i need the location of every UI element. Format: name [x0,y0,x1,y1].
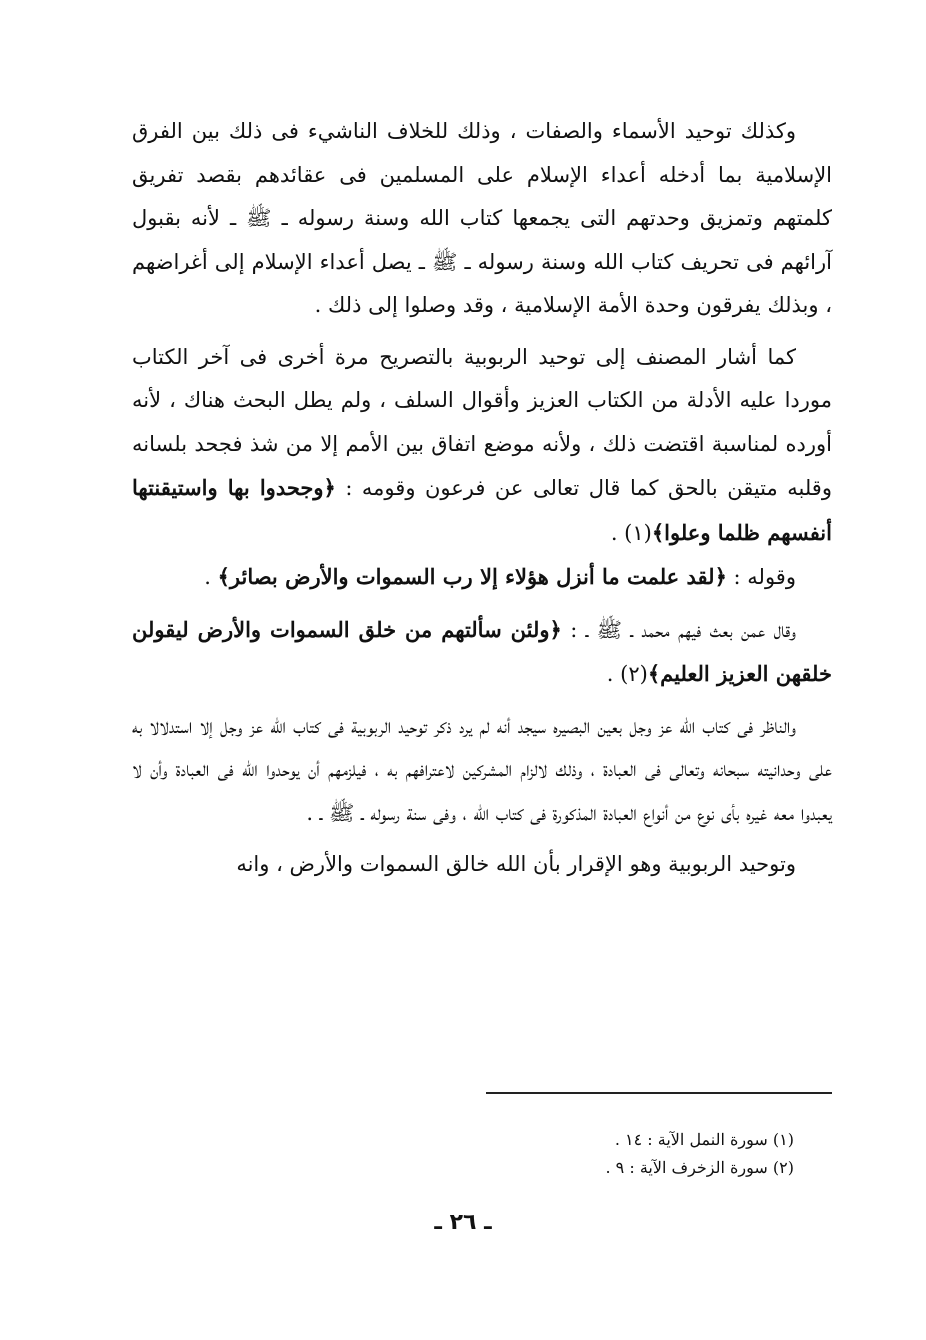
footnote-2: (٢) سورة الزخرف الآية : ٩ . [605,1158,794,1177]
quran-verse: ﴿لقد علمت ما أنزل هؤلاء إلا رب السموات والأرض بصائر﴾ [217,564,727,589]
paragraph-end: . [204,565,218,589]
paragraph-text: وتوحيد الربوبية وهو الإقرار بأن الله خالق السموات والأرض ، وانه [236,852,796,876]
quran-verse: ﴿ولئن سألتهم من خلق السموات والأرض ليقولن خلقهن العزيز العليم﴾ [132,616,832,686]
paragraph-nazir [132,705,832,836]
footnote-divider [486,1092,832,1094]
footnote-ref: (١) . [610,520,652,545]
paragraph-text: كما أشار المصنف إلى توحيد الربوبية بالتصريح مرة أخرى فى آخر الكتاب موردا عليه الأدلة من الكتاب العزيز وأقوال السلف ، ولم يطل البحث هناك ، لأنه أورده لمناسبة اقتضت ذلك ، ولأنه موضع اتفاق بين الأمم إلا من شذ فجحد بلسانه وقلبه متيقن بالحق كما قال تعالى عن فرعون وقومه : [132,344,832,500]
quran-verse: ﴿وجحدوا بها واستيقنتها أنفسهم ظلما وعلوا﴾ [132,475,832,545]
paragraph-qawluhu [132,555,832,600]
footnote-1: (١) سورة النمل الآية : ١٤ . [614,1130,794,1149]
footnote-ref: (٢) . [606,662,648,686]
paragraph-text: وقال عمن بعث فيهم محمد ـ ﷺ ـ : [561,617,796,642]
paragraph-text: وقوله : [726,565,796,589]
main-text [132,110,832,887]
paragraph-text: وكذلك توحيد الأسماء والصفات ، وذلك للخلاف الناشيء فى ذلك بين الفرق الإسلامية بما أدخله أعداء الإسلام على المسلمين فى عقائدهم بقصد تفريق كلمتهم وتمزيق وحدتهم التى يجمعها كتاب الله وسنة رسوله ـ ﷺ ـ لأنه بقبول آرائهم فى تحريف كتاب الله وسنة رسوله ـ ﷺ ـ يصل أعداء الإسلام إلى أغراضهم ، وبذلك يفرقون وحدة الأمة الإسلامية ، وقد وصلوا إلى ذلك . [132,119,832,317]
paragraph-qala [132,608,832,697]
paragraph-text: والناظر فى كتاب الله عز وجل بعين البصيره سيجد أنه لم يرد ذكر توحيد الربوبية فى كتاب الله عز وجل إلا استدلالا به على وحدانيته سبحانه وتعالى فى العبادة ، وذلك لالزام المشركين لاعترافهم به ، فيلزمهم أن يوحدوا الله فى العبادة وأن لا يعبدوا معه غيره بأى نوع من أنواع العبادة المذكورة فى كتاب الله ، وفى سنة رسوله ـ ﷺ ـ . [132,713,832,825]
paragraph-tawhid-rububiyya [132,843,832,887]
footnotes [486,1126,794,1182]
paragraph-rububiyya-mention [132,336,832,556]
paragraph-asma-sifat [132,110,832,328]
page-number: ـ ٢٦ ـ [434,1210,492,1235]
